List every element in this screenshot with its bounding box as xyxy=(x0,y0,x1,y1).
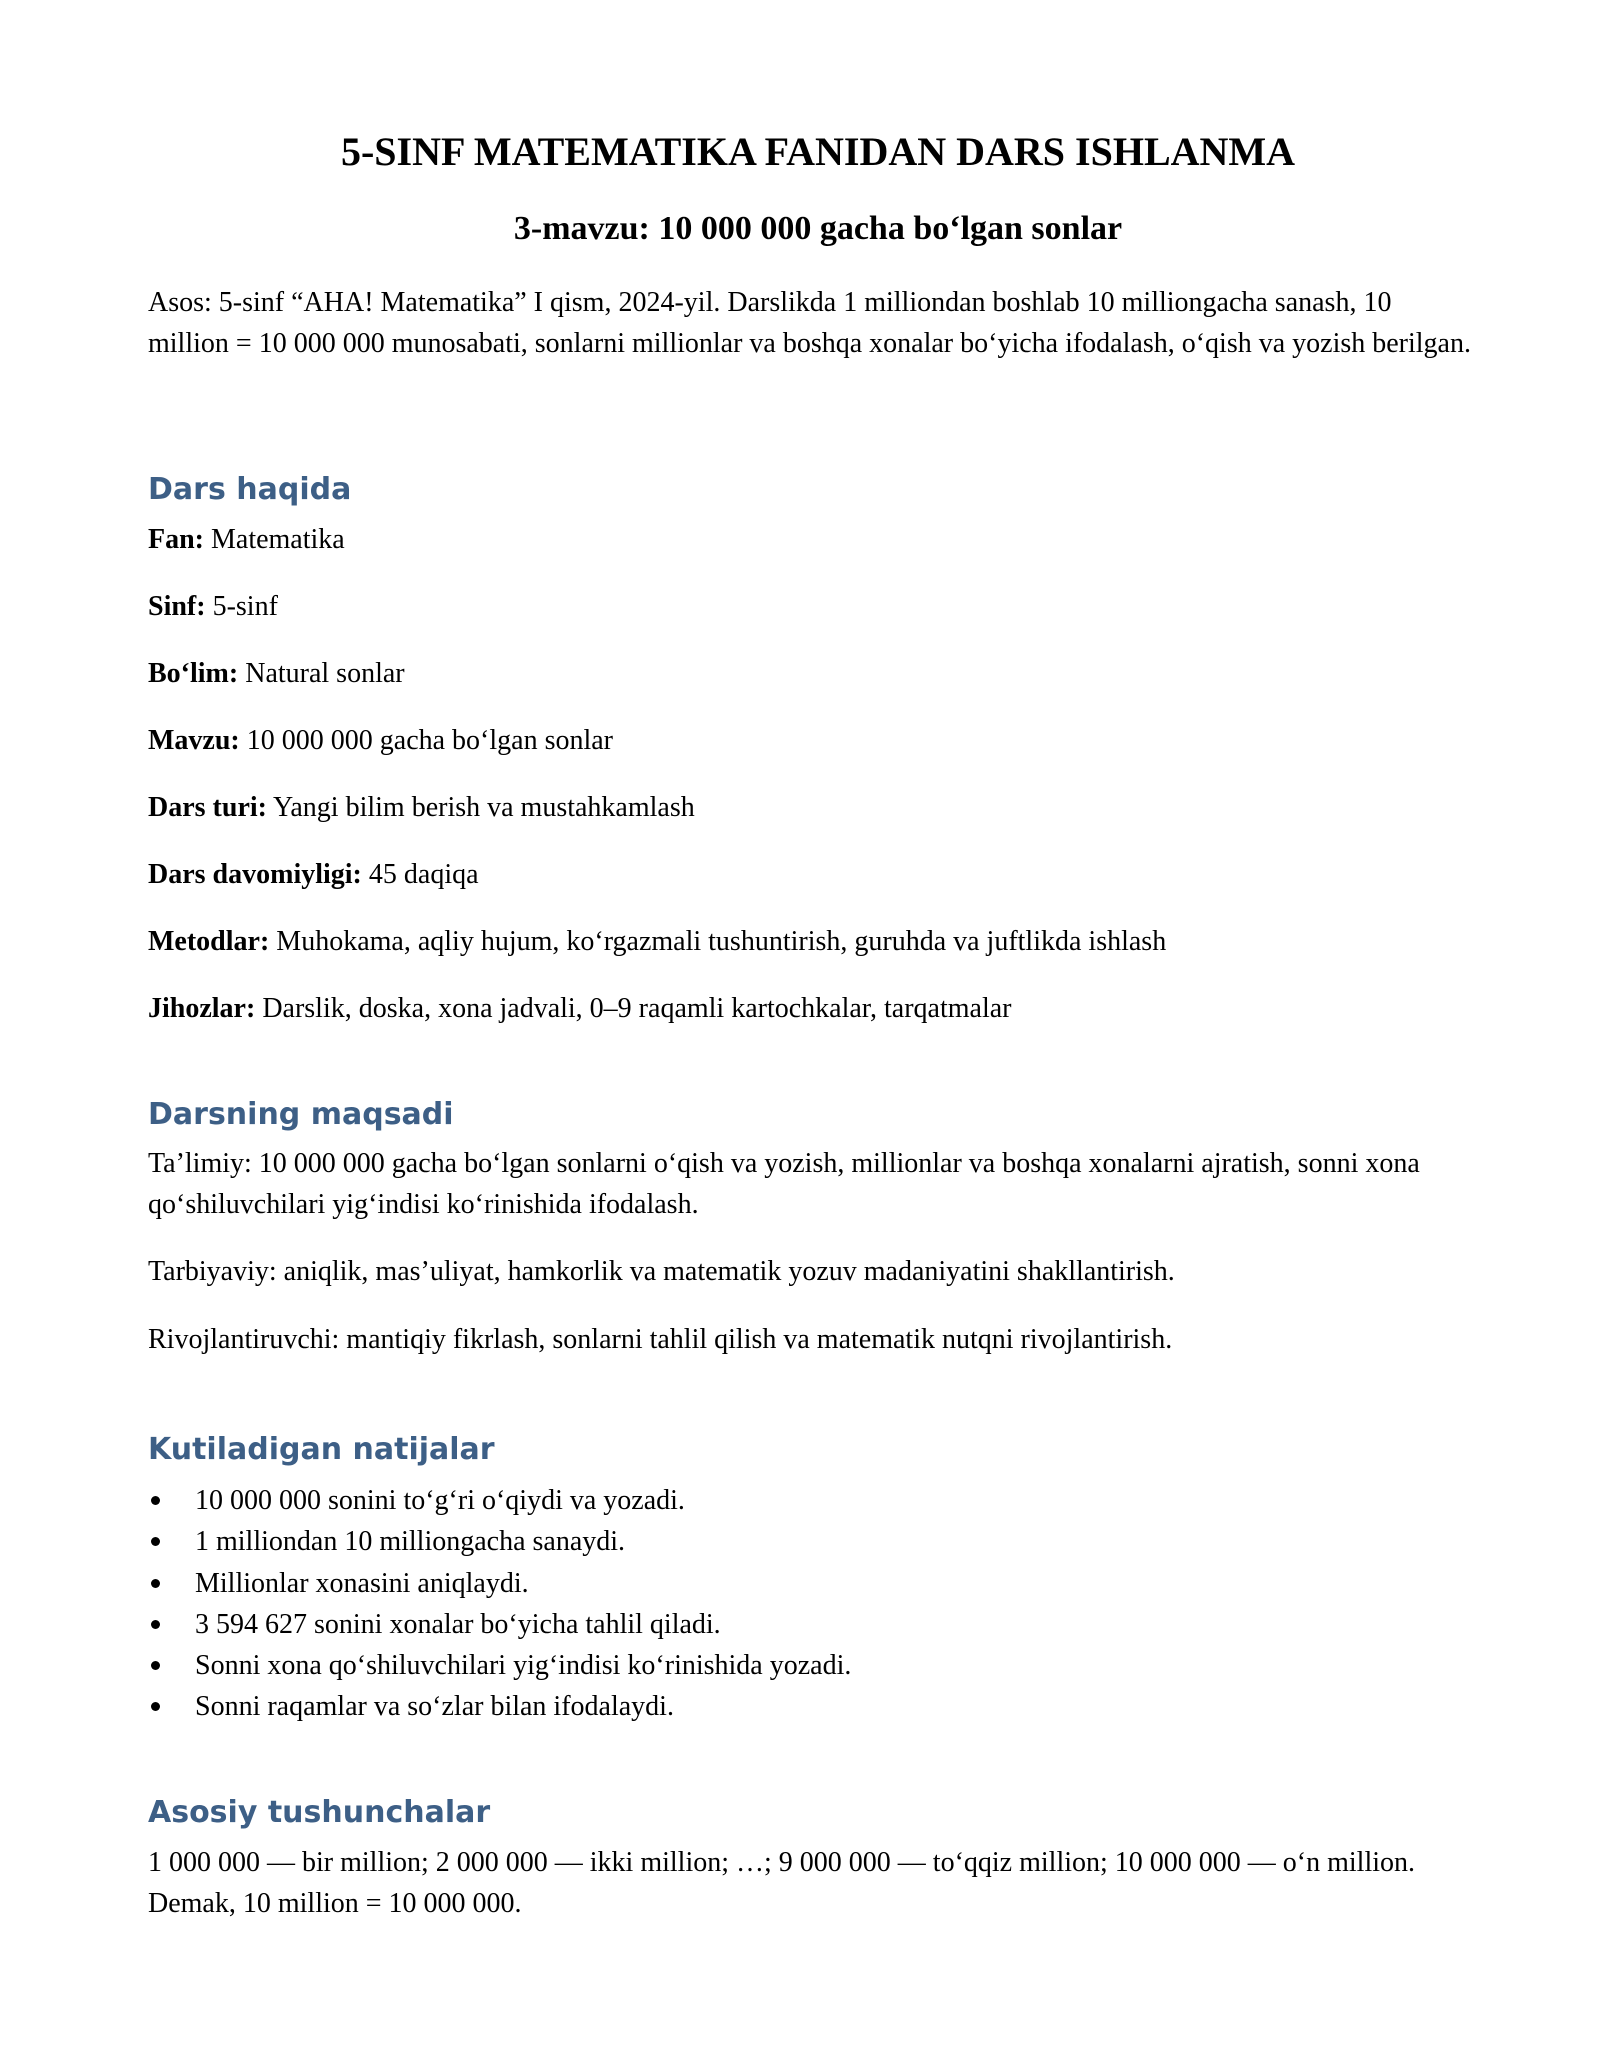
field-methods xyxy=(148,922,1478,962)
bullet-icon xyxy=(151,1496,160,1505)
section-heading-about: Dars haqida xyxy=(148,472,352,507)
list-item-text: 1 milliondan 10 milliongacha sanaydi. xyxy=(195,1526,626,1558)
field-label: Sinf: xyxy=(148,591,206,622)
list-item-text: Millionlar xonasini aniqlaydi. xyxy=(195,1567,529,1599)
field-label: Mavzu: xyxy=(148,725,240,756)
list-item-text: 10 000 000 sonini toʻgʻri oʻqiydi va yozadi. xyxy=(195,1485,685,1516)
goal-upbringing: Tarbiyaviy: aniqlik, mas’uliyat, hamkorlik va matematik yozuv madaniyatini shakllantirish. xyxy=(148,1256,1175,1287)
section-heading-goals: Darsning maqsadi xyxy=(148,1097,454,1132)
field-value: 45 daqiqa xyxy=(361,859,479,890)
list-item xyxy=(148,1521,851,1562)
section-heading-results: Kutiladigan natijalar xyxy=(148,1432,495,1467)
list-item xyxy=(148,1604,851,1645)
field-label: Dars turi: xyxy=(148,792,267,823)
field-value: 5-sinf xyxy=(205,591,278,622)
list-item xyxy=(148,1686,851,1727)
bullet-icon xyxy=(151,1702,160,1711)
field-label: Jihozlar: xyxy=(148,993,256,1024)
list-item xyxy=(148,1563,851,1604)
field-section xyxy=(148,654,1478,694)
field-equipment xyxy=(148,989,1478,1029)
page-title: 5-SINF MATEMATIKA FANIDAN DARS ISHLANMA xyxy=(340,129,1296,174)
list-item-text: 3 594 627 sonini xonalar boʻyicha tahlil qiladi. xyxy=(195,1608,721,1640)
bullet-icon xyxy=(151,1537,160,1546)
field-duration xyxy=(148,855,1478,895)
field-label: Fan: xyxy=(148,524,204,555)
field-value: 10 000 000 gacha boʻlgan sonlar xyxy=(239,725,614,756)
field-lesson-type xyxy=(148,788,1478,828)
section-heading-concepts: Asosiy tushunchalar xyxy=(148,1795,491,1830)
field-value: Matematika xyxy=(204,524,345,555)
field-grade xyxy=(148,587,1478,627)
field-label: Dars davomiyligi: xyxy=(148,859,362,890)
concepts-paragraph: 1 000 000 — bir million; 2 000 000 — ikki million; …; 9 000 000 — toʻqqiz million; 10 000 000 — oʻn million. Demak, 10 million = 10 000 000. xyxy=(148,1847,1415,1919)
field-subject xyxy=(148,520,1478,560)
field-value: Natural sonlar xyxy=(238,658,405,689)
field-value: Darslik, doska, xona jadvali, 0–9 raqamli kartochkalar, tarqatmalar xyxy=(255,993,1012,1024)
bullet-icon xyxy=(151,1661,160,1670)
list-item xyxy=(148,1645,851,1686)
bullet-icon xyxy=(151,1579,160,1588)
list-item-text: Sonni xona qoʻshiluvchilari yigʻindisi koʻrinishida yozadi. xyxy=(195,1650,852,1682)
field-value: Muhokama, aqliy hujum, koʻrgazmali tushuntirish, guruhda va juftlikda ishlash xyxy=(269,926,1167,957)
goal-educational: Ta’limiy: 10 000 000 gacha boʻlgan sonlarni oʻqish va yozish, millionlar va boshqa xonalarni ajratish, sonni xona qoʻshiluvchilari yigʻindisi koʻrinishida ifodalash. xyxy=(148,1148,1420,1220)
list-item-text: Sonni raqamlar va soʻzlar bilan ifodalaydi. xyxy=(195,1691,674,1723)
goal-developmental: Rivojlantiruvchi: mantiqiy fikrlash, sonlarni tahlil qilish va matematik nutqni rivojlantirish. xyxy=(148,1324,1173,1355)
field-label: Boʻlim: xyxy=(148,658,239,689)
field-label: Metodlar: xyxy=(148,926,270,957)
list-item xyxy=(148,1480,851,1521)
intro-paragraph: Asos: 5-sinf “AHA! Matematika” I qism, 2024-yil. Darslikda 1 milliondan boshlab 10 milliongacha sanash, 10 million = 10 000 000 munosabati, sonlarni millionlar va boshqa xonalar boʻyicha ifodalash, oʻqish va yozish berilgan. xyxy=(148,287,1471,359)
results-list xyxy=(148,1480,851,1728)
bullet-icon xyxy=(151,1620,160,1629)
page-subtitle: 3-mavzu: 10 000 000 gacha boʻlgan sonlar xyxy=(513,210,1123,247)
field-value: Yangi bilim berish va mustahkamlash xyxy=(266,792,695,823)
field-topic xyxy=(148,721,1478,761)
